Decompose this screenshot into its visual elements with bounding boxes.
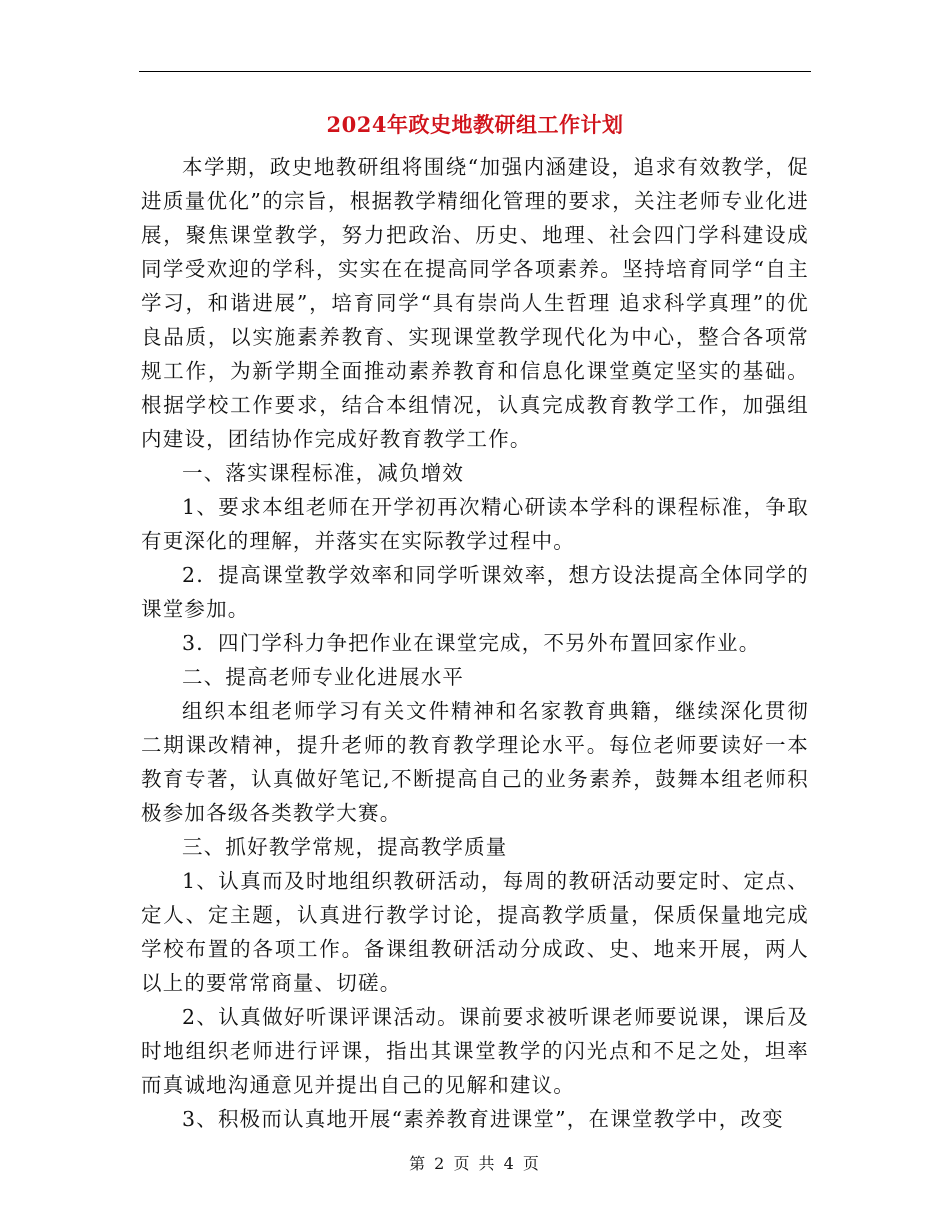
paragraph-3-2: 2、认真做好听课评课活动。课前要求被听课老师要说课，课后及时地组织老师进行评课，指出其课堂教学的闪光点和不足之处，坦率而真诚地沟通意见并提出自己的见解和建议。 [141, 1005, 809, 1097]
paragraph-3-1: 1、认真而及时地组织教研活动，每周的教研活动要定时、定点、定人、定主题，认真进行教学讨论，提高教学质量，保质保量地完成学校布置的各项工作。备课组教研活动分成政、史、地来开展，两人以上的要常常商量、切磋。 [141, 869, 809, 995]
paragraph-1-1: 1、要求本组老师在开学初再次精心研读本学科的课程标准，争取有更深化的理解，并落实在实际教学过程中。 [141, 495, 809, 553]
paragraph-1-3: 3．四门学科力争把作业在课堂完成，不另外布置回家作业。 [182, 631, 761, 655]
document-body [141, 150, 809, 1136]
section-heading-2: 二、提高老师专业化进展水平 [182, 665, 465, 689]
header-rule [139, 71, 811, 72]
section-heading-3: 三、抓好教学常规，提高教学质量 [182, 835, 508, 859]
section-heading-1: 一、落实课程标准，减负增效 [182, 461, 465, 485]
paragraph-intro: 本学期，政史地教研组将围绕“加强内涵建设，追求有效教学，促进质量优化”的宗旨，根据教学精细化管理的要求，关注老师专业化进展，聚焦课堂教学，努力把政治、历史、地理、社会四门学科建设成同学受欢迎的学科，实实在在提高同学各项素养。坚持培育同学“自主学习，和谐进展”，培育同学“具有崇尚人生哲理 追求科学真理”的优良品质，以实施素养教育、实现课堂教学现代化为中心，整合各项常规工作，为新学期全面推动素养教育和信息化课堂奠定坚实的基础。根据学校工作要求，结合本组情况，认真完成教育教学工作，加强组内建设，团结协作完成好教育教学工作。 [141, 155, 809, 451]
document-title: 2024年政史地教研组工作计划 [326, 112, 624, 137]
paragraph-2-1: 组织本组老师学习有关文件精神和名家教育典籍，继续深化贯彻二期课改精神，提升老师的教育教学理论水平。每位老师要读好一本教育专著，认真做好笔记,不断提高自己的业务素养，鼓舞本组老师积极参加各级各类教学大赛。 [141, 699, 809, 825]
paragraph-3-3: 3、积极而认真地开展“素养教育进课堂”，在课堂教学中，改变 [182, 1107, 784, 1131]
paragraph-1-2: 2．提高课堂教学效率和同学听课效率，想方设法提高全体同学的课堂参加。 [141, 563, 809, 621]
page-number: 第 2 页 共 4 页 [409, 1154, 541, 1173]
